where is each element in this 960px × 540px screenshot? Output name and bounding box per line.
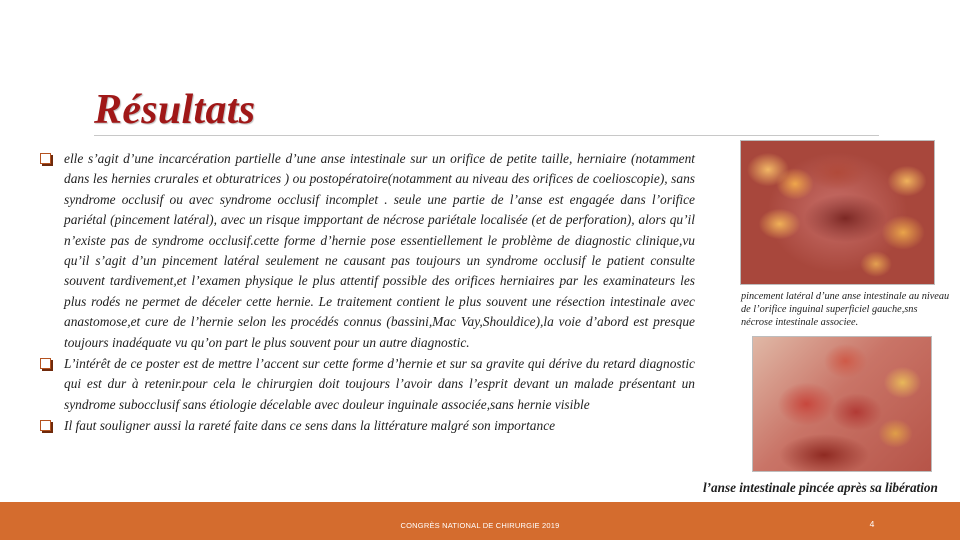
photo-caption-lateral-pinch: pincement latéral d’une anse intestinale au niveau de l’orifice inguinal superficiel gauche,sns nécrose intestinale associee.	[741, 291, 950, 329]
footer-conference-name: CONGRÈS NATIONAL DE CHIRURGIE 2019	[400, 521, 560, 530]
bullet-item	[38, 354, 695, 415]
checkbox-bullet-icon	[40, 420, 51, 431]
checkbox-bullet-icon	[40, 153, 51, 164]
bullet-text: elle s’agit d’une incarcération partielle d’une anse intestinale sur un orifice de petite taille, herniaire (notamment dans les hernies crurales et obturatrices ) ou postopératoire(notamment au niveau des orifices de coelioscopie), sans syndrome occlusif ou avec syndrome occlusif incomplet . seule une partie de l’anse est engagée dans l’orifice pariétal (pincement latéral), avec un risque impportant de nécrose pariétale localisée (et de perforation), alors qu’il n’existe pas de syndrome occlusif.cette forme d’hernie pose essentiellement le problème de diagnostic clinique,vu qu’il s’agit d’un pincement latéral seulement ne causant pas toujours un syndrome occlusif le patient consulte souvent tardivement,et l’examen physique le plus attentif possible des orifices herniaires par les examinateurs les plus rodés ne permet de déceler cette hernie. Le traitement contient le plus souvent une résection intestinale avec anastomose,et cure de l’hernie selon les procédés connus (bassini,Mac Vay,Shouldice),la voie d’abord est presque toujours inadéquate vu qu’on part le plus souvent pour un autre diagnostic.	[64, 151, 695, 350]
slide-title: Résultats	[94, 87, 256, 133]
title-underline-divider	[94, 135, 879, 136]
surgical-photo-lateral-pinch	[740, 140, 935, 285]
bullet-item	[38, 149, 695, 353]
footer-bar	[0, 502, 960, 540]
bullet-text: L’intérêt de ce poster est de mettre l’accent sur cette forme d’hernie et sur sa gravite qui dérive du retard diagnostic qui est dur à retenir.pour cela le chirurgien doit toujours l’avoir dans l’esprit devant un malade présentant un syndrome subocclusif sans étiologie décelable avec douleur inguinale associée,sans hernie visible	[64, 356, 695, 412]
photo-caption-released-loop: l’anse intestinale pincée après sa libération	[703, 480, 938, 495]
results-bullet-list	[38, 149, 695, 437]
bullet-item	[38, 416, 695, 436]
slide-page-number: 4	[869, 519, 875, 529]
checkbox-bullet-icon	[40, 358, 51, 369]
surgical-photo-released-loop	[752, 336, 932, 472]
bullet-text: Il faut souligner aussi la rareté faite dans ce sens dans la littérature malgré son importance	[64, 418, 556, 434]
